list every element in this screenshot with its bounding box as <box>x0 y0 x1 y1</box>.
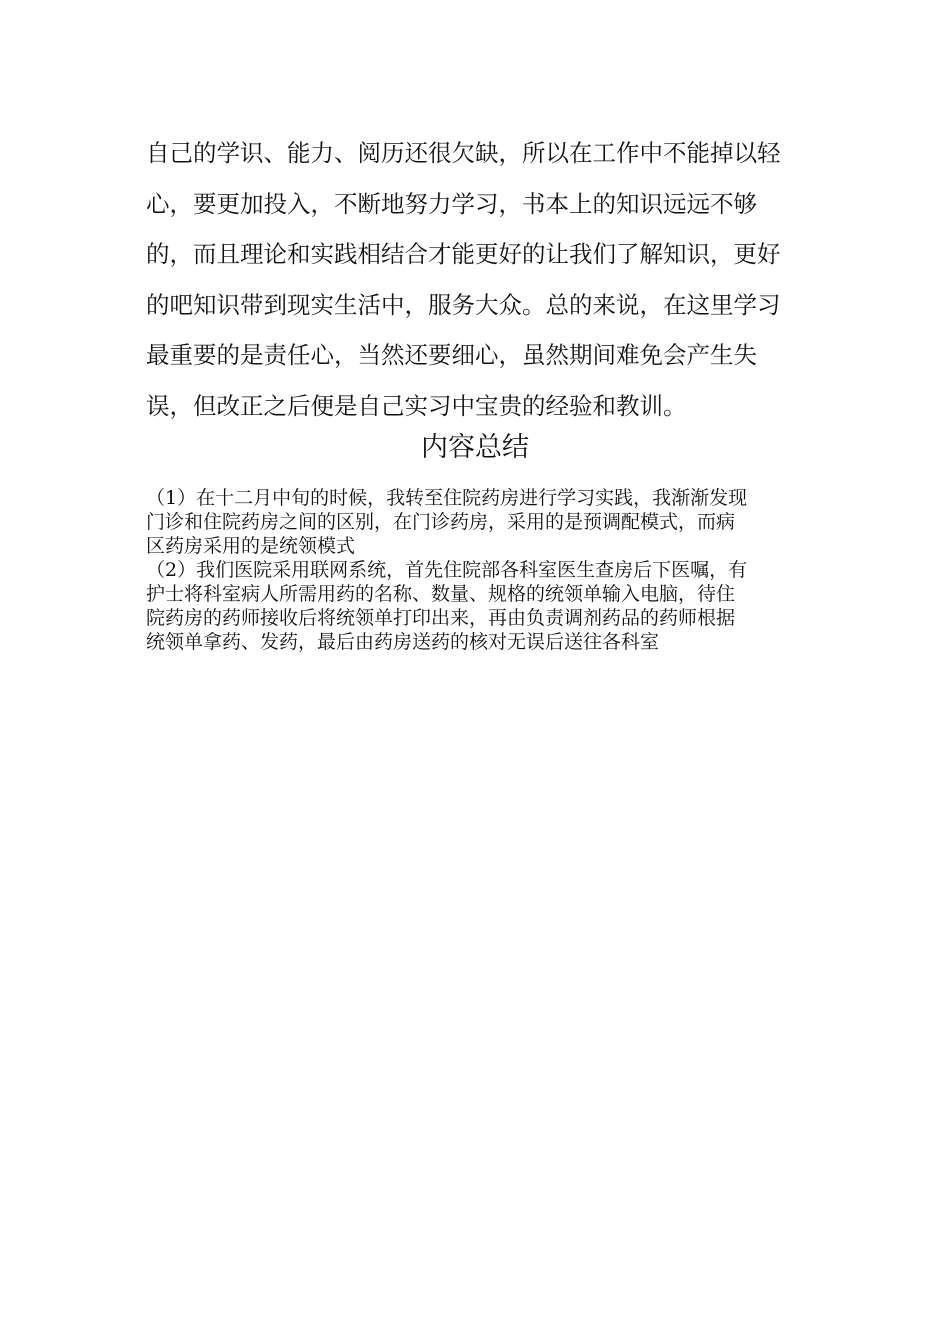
summary-line: 统领单拿药、发药，最后由药房送药的核对无误后送往各科室 <box>146 631 660 653</box>
summary-line: 护士将科室病人所需用药的名称、数量、规格的统领单输入电脑，待住 <box>146 583 736 605</box>
summary-line: （1）在十二月中旬的时候，我转至住院药房进行学习实践，我渐渐发现 <box>146 487 748 509</box>
body-line: 误，但改正之后便是自己实习中宝贵的经验和教训。 <box>146 391 687 420</box>
body-line: 最重要的是责任心，当然还要细心，虽然期间难免会产生失 <box>146 341 757 369</box>
body-line: 的，而且理论和实践相结合才能更好的让我们了解知识，更好 <box>146 240 781 268</box>
section-title: 内容总结 <box>421 432 529 463</box>
body-line: 心，要更加投入，不断地努力学习，书本上的知识远远不够 <box>146 189 757 218</box>
summary-line: 门诊和住院药房之间的区别，在门诊药房，采用的是预调配模式，而病 <box>146 511 736 533</box>
body-line: 自己的学识、能力、阅历还很欠缺，所以在工作中不能掉以轻 <box>146 139 781 167</box>
summary-line: 区药房采用的是统领模式 <box>146 535 356 557</box>
summary-line: 院药房的药师接收后将统领单打印出来，再由负责调剂药品的药师根据 <box>146 607 736 629</box>
body-paragraph <box>146 128 826 431</box>
summary-line: （2）我们医院采用联网系统，首先住院部各科室医生查房后下医嘱，有 <box>146 559 748 581</box>
body-line: 的吧知识带到现实生活中，服务大众。总的来说，在这里学习 <box>146 290 781 319</box>
summary-block <box>146 486 826 654</box>
